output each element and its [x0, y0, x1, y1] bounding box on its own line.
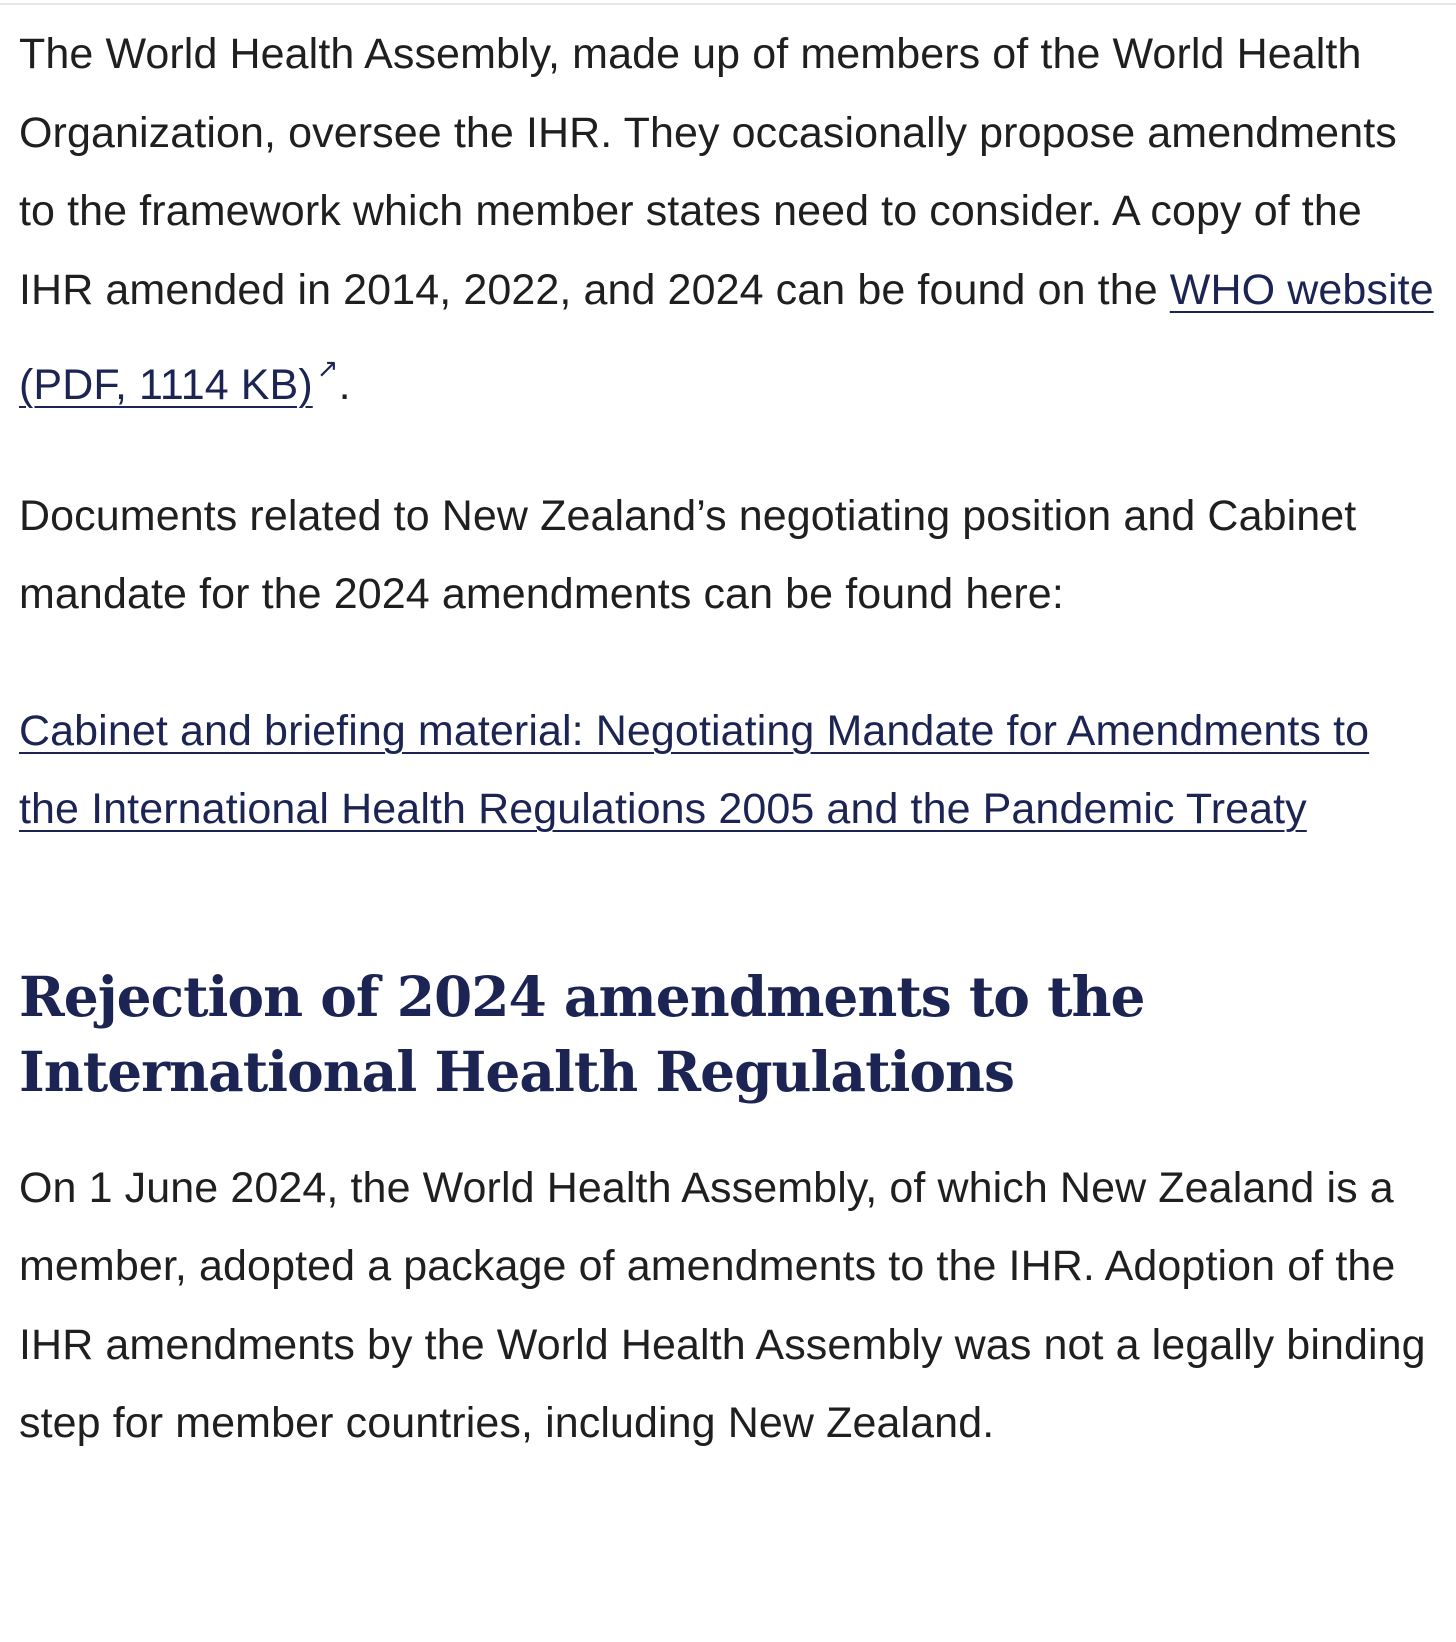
external-link-icon: ↗	[316, 353, 339, 383]
who-website-link[interactable]: WHO website (PDF, 1114 KB)	[19, 265, 1434, 409]
cabinet-briefing-link[interactable]: Cabinet and briefing material: Negotiating Mandate for Amendments to the International Health Regulations 2005 and the Pandemic Treaty	[19, 706, 1370, 833]
cabinet-link-paragraph	[19, 692, 1439, 849]
section-heading: Rejection of 2024 amendments to the International Health Regulations	[19, 963, 1145, 1104]
section-body-paragraph: On 1 June 2024, the World Health Assembly, of which New Zealand is a member, adopted a package of amendments to the IHR. Adoption of the IHR amendments by the World Health Assembly was not a legally binding step for member countries, including New Zealand.	[19, 1163, 1426, 1447]
article-content	[19, 15, 1439, 1463]
documents-paragraph: Documents related to New Zealand’s negotiating position and Cabinet mandate for the 2024 amendments can be found here:	[19, 491, 1357, 618]
intro-text: The World Health Assembly, made up of members of the World Health Organization, oversee the IHR. They occasionally propose amendments to the framework which member states need to consider. A copy of the IHR amended in 2014, 2022, and 2024 can be found on the	[19, 30, 1397, 314]
top-divider	[0, 0, 1456, 5]
intro-period: .	[338, 361, 351, 409]
intro-paragraph	[19, 15, 1439, 425]
